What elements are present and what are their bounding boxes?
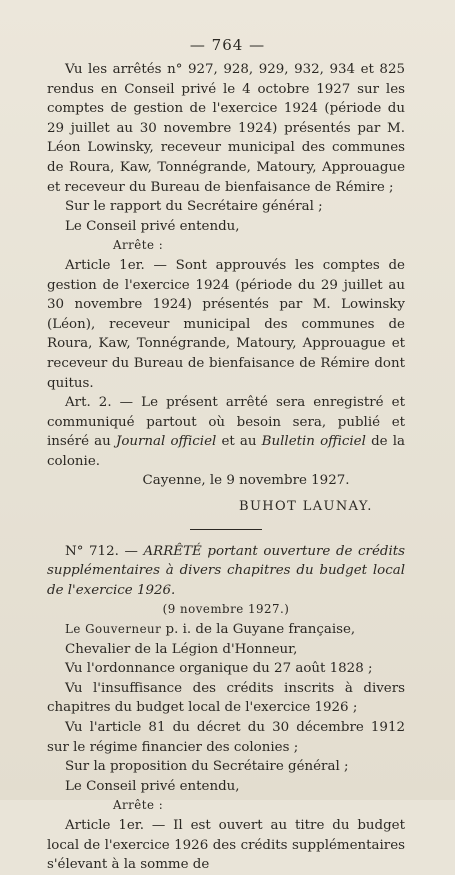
gouverneur-line: Le Gouverneur p. i. de la Guyane française, bbox=[65, 622, 356, 638]
arrete-heading: Arrête : bbox=[113, 238, 164, 253]
place-date: Cayenne, le 9 novembre 1927. bbox=[142, 473, 350, 489]
document-body bbox=[47, 60, 405, 875]
decree-title: N° 712. — ARRÊTÉ portant ouverture de crédits supplémentaires à divers chapitres du budget local de l'exercice 1926. bbox=[47, 543, 405, 598]
chevalier-line: Chevalier de la Légion d'Honneur, bbox=[65, 641, 298, 657]
conseil-line-2: Le Conseil privé entendu, bbox=[65, 778, 240, 794]
vu-article: Vu l'article 81 du décret du 30 décembre 1912 sur le régime financier des colonies ; bbox=[47, 720, 405, 755]
page-number: — 764 — bbox=[189, 36, 266, 54]
signature: BUHOT LAUNAY. bbox=[239, 499, 373, 515]
proposition-line: Sur la proposition du Secrétaire général ; bbox=[65, 759, 349, 775]
article-1-decree-712: Article 1er. — Il est ouvert au titre du budget local de l'exercice 1926 des crédits supplémentaires s'élevant à la somme de bbox=[47, 817, 405, 873]
conseil-line: Le Conseil privé entendu, bbox=[65, 218, 240, 234]
article-2: Art. 2. — Le présent arrêté sera enregistré et communiqué partout où besoin sera, publié et inséré au Journal officiel et au Bulletin officiel de la colonie. bbox=[47, 395, 405, 469]
rapport-line: Sur le rapport du Secrétaire général ; bbox=[65, 199, 323, 215]
arrete-heading-2: Arrête : bbox=[113, 798, 164, 813]
vu-ordonnance: Vu l'ordonnance organique du 27 août 1828 ; bbox=[65, 661, 373, 677]
decree-date: (9 novembre 1927.) bbox=[162, 602, 290, 617]
vu-insuffisance: Vu l'insuffisance des crédits inscrits à divers chapitres du budget local de l'exercice 1926 ; bbox=[47, 680, 405, 716]
intro-paragraph: Vu les arrêtés n° 927, 928, 929, 932, 934 et 825 rendus en Conseil privé le 4 octobre 1927 sur les comptes de gestion de l'exercice 1924 (période du 29 juillet au 30 novembre 1924) présentés par M. Léon Lowinsky, receveur municipal des communes de Roura, Kaw, Tonnégrande, Matoury, Approuague et receveur du Bureau de bienfaisance de Rémire ; bbox=[47, 62, 405, 195]
article-1: Article 1er. — Sont approuvés les comptes de gestion de l'exercice 1924 (période du 29 juillet au 30 novembre 1924) présentés par M. Lowinsky (Léon), receveur municipal des communes de Roura, Kaw, Tonnégrande, Matoury, Approuague et receveur du Bureau de bienfaisance de Rémire dont quitus. bbox=[47, 257, 405, 391]
separator-rule bbox=[190, 529, 262, 530]
